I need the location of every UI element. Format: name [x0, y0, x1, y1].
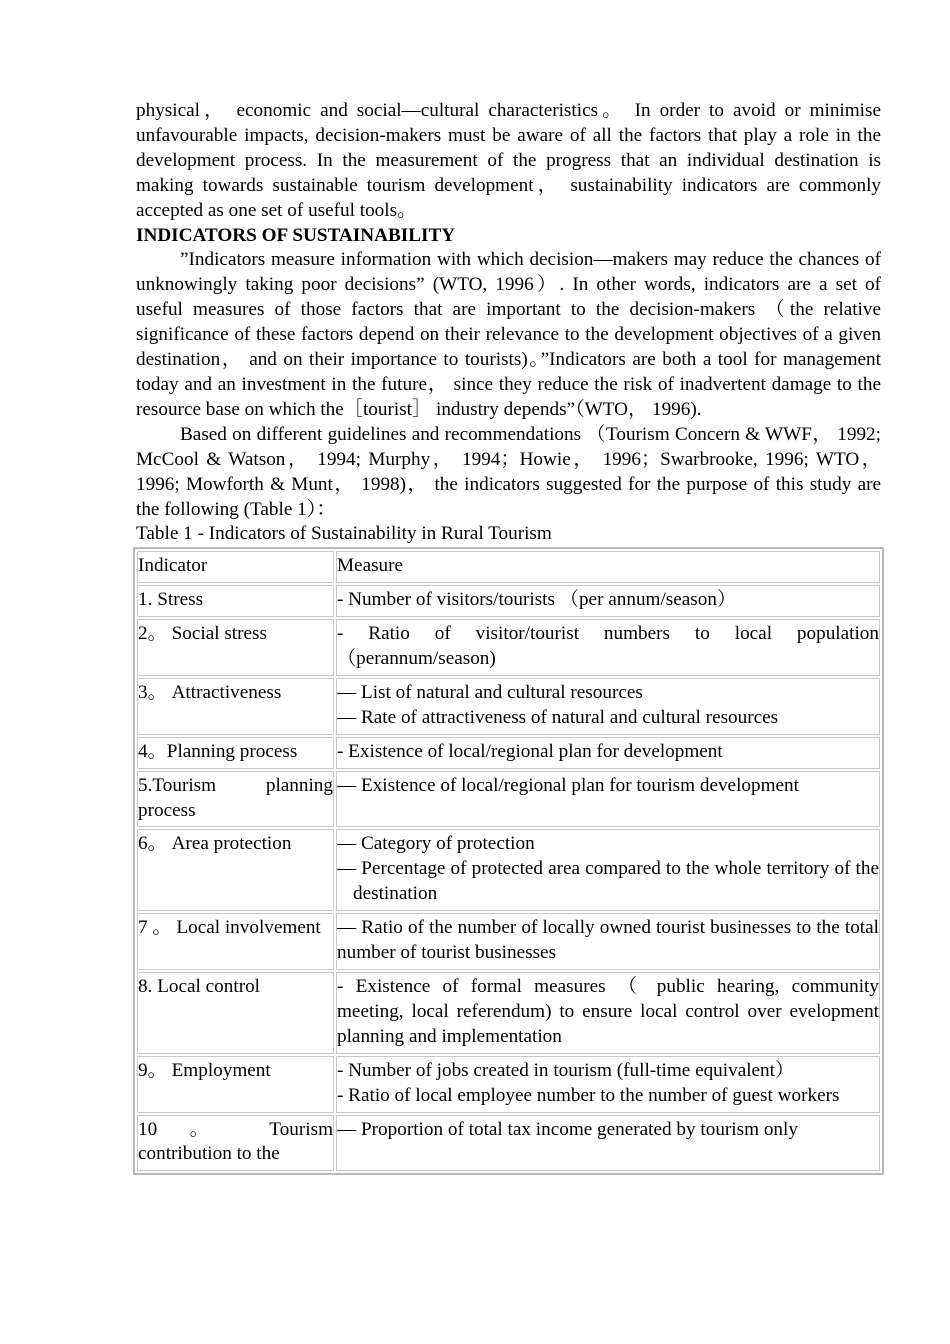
indicator-cell: 2。 Social stress — [137, 619, 334, 676]
measure-cell — [336, 737, 880, 769]
measure-text: - Ratio of visitor/tourist numbers to local population （perannum/season) — [337, 623, 879, 670]
measure-text: — Rate of attractiveness of natural and cultural resources — [337, 706, 779, 728]
table-row — [137, 619, 880, 676]
indicator-cell: 10 。 Tourism contribution to the — [137, 1115, 334, 1172]
table-row — [137, 1056, 880, 1113]
indicator-cell: 1. Stress — [137, 585, 334, 617]
indicator-cell: 8. Local control — [137, 972, 334, 1054]
indicator-cell: 9。 Employment — [137, 1056, 334, 1113]
measure-text: - Existence of local/regional plan for development — [337, 740, 723, 762]
measure-cell — [336, 972, 880, 1054]
indicators-table — [133, 547, 884, 1175]
intro-paragraph: physical， economic and social—cultural characteristics。 In order to avoid or minimise unfavourable impacts, decision-makers must be aware of all the factors that play a role in the development process. In the measurement of the progress that an individual destination is making towards sustainable tourism development， sustainability indicators are commonly accepted as one set of useful tools。 — [136, 100, 881, 221]
measure-text: — Category of protection — [337, 833, 535, 855]
measure-cell — [336, 771, 880, 828]
indicators-paragraph: ”Indicators measure information with which decision—makers may reduce the chances of unknowingly taking poor decisions” (WTO, 1996）. In other words, indicators are a set of useful measures of those factors that are important to the decision-makers （the relative significance of these factors depend on their relevance to the development objectives of a given destination， and on their importance to tourists)。”Indicators are both a tool for management today and an investment in the future， since they reduce the risk of inadvertent damage to the resource base on which the［tourist］ industry depends”（WTO， 1996). — [136, 249, 881, 420]
table-row — [137, 829, 880, 911]
measure-cell — [336, 585, 880, 617]
table-row — [137, 585, 880, 617]
table-row — [137, 678, 880, 735]
indicator-cell: 4。Planning process — [137, 737, 334, 769]
header-indicator: Indicator — [137, 551, 334, 583]
measure-cell — [336, 1056, 880, 1113]
measure-text: — Proportion of total tax income generated by tourism only — [337, 1118, 798, 1140]
header-measure: Measure — [336, 551, 880, 583]
measure-text: — Ratio of the number of locally owned tourist businesses to the total number of tourist businesses — [337, 917, 879, 964]
measure-text: — Existence of local/regional plan for tourism development — [337, 774, 799, 796]
table-row — [137, 972, 880, 1054]
indicator-cell: 3。 Attractiveness — [137, 678, 334, 735]
table-row — [137, 771, 880, 828]
measure-text: — List of natural and cultural resources — [337, 681, 643, 703]
indicator-cell: 7 。 Local involvement — [137, 913, 334, 970]
guidelines-paragraph: Based on different guidelines and recommendations （Tourism Concern & WWF， 1992; McCool & Watson， 1994; Murphy， 1994；Howie， 1996；Swarbrooke, 1996; WTO， 1996; Mowforth & Munt， 1998)， the indicators suggested for the purpose of this study are the following (Table 1）： — [136, 423, 881, 520]
measure-text: - Ratio of local employee number to the number of guest workers — [337, 1084, 840, 1106]
table-row — [137, 737, 880, 769]
measure-text: - Number of jobs created in tourism (full-time equivalent） — [337, 1059, 795, 1081]
measure-cell — [336, 913, 880, 970]
measure-cell — [336, 678, 880, 735]
document-page — [136, 99, 881, 1175]
table-row — [137, 1115, 880, 1172]
table-header-row — [137, 551, 880, 583]
indicator-cell: 6。 Area protection — [137, 829, 334, 911]
measure-text: — Percentage of protected area compared to the whole territory of the destination — [337, 858, 879, 905]
measure-cell — [336, 829, 880, 911]
measure-cell — [336, 619, 880, 676]
table-caption: Table 1 - Indicators of Sustainability in Rural Tourism — [136, 523, 552, 545]
table-row — [137, 913, 880, 970]
section-heading: INDICATORS OF SUSTAINABILITY — [136, 224, 456, 246]
measure-text: - Number of visitors/tourists （per annum/season） — [337, 589, 737, 611]
measure-text: - Existence of formal measures （ public hearing, community meeting, local referendum) to ensure local control over evelopment planning and implementation — [337, 976, 879, 1047]
indicator-cell: 5.Tourism planning process — [137, 771, 334, 828]
measure-cell — [336, 1115, 880, 1172]
